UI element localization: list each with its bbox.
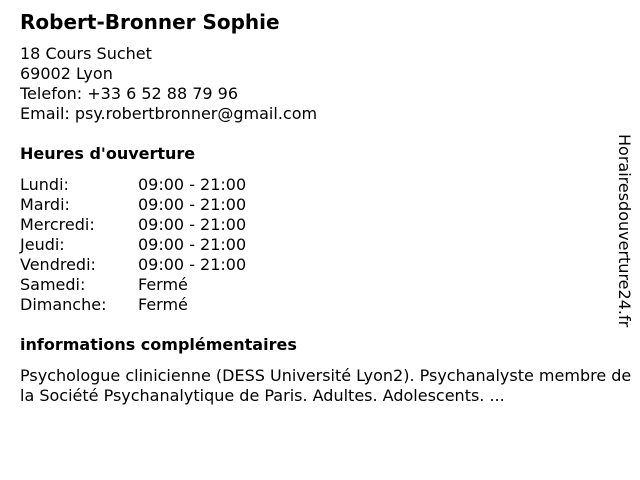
time-value: 09:00 - 21:00 — [138, 195, 247, 214]
hours-row-saturday — [20, 275, 632, 295]
contact-name: Robert-Bronner Sophie — [20, 10, 280, 34]
time-value: Fermé — [138, 295, 188, 314]
day-label: Dimanche: — [20, 295, 107, 314]
street-line: 18 Cours Suchet — [20, 44, 152, 63]
hours-row-monday — [20, 175, 632, 195]
email-line: Email: psy.robertbronner@gmail.com — [20, 104, 318, 123]
hours-row-tuesday — [20, 195, 632, 215]
city-line: 69002 Lyon — [20, 64, 113, 83]
time-value: 09:00 - 21:00 — [138, 215, 247, 234]
day-label: Mardi: — [20, 195, 70, 214]
time-value: 09:00 - 21:00 — [138, 235, 247, 254]
info-text: Psychologue clinicienne (DESS Université Lyon2). Psychanalyste membre de la Société Psychanalytique de Paris. Adultes. Adolescents. ... — [20, 366, 632, 405]
day-label: Jeudi: — [20, 235, 65, 254]
day-label: Mercredi: — [20, 215, 95, 234]
address-block — [20, 44, 632, 124]
hours-row-thursday — [20, 235, 632, 255]
time-value: Fermé — [138, 275, 188, 294]
hours-row-wednesday — [20, 215, 632, 235]
day-label: Samedi: — [20, 275, 86, 294]
day-label: Lundi: — [20, 175, 69, 194]
hours-row-friday — [20, 255, 632, 275]
time-value: 09:00 - 21:00 — [138, 175, 247, 194]
hours-row-sunday — [20, 295, 632, 315]
phone-line: Telefon: +33 6 52 88 79 96 — [20, 84, 239, 103]
info-title: informations complémentaires — [20, 335, 297, 354]
hours-table — [20, 175, 632, 315]
day-label: Vendredi: — [20, 255, 96, 274]
time-value: 09:00 - 21:00 — [138, 255, 247, 274]
hours-title: Heures d'ouverture — [20, 144, 196, 163]
site-watermark: Horairesdouverture24.fr — [615, 134, 634, 328]
contact-card — [20, 8, 632, 406]
